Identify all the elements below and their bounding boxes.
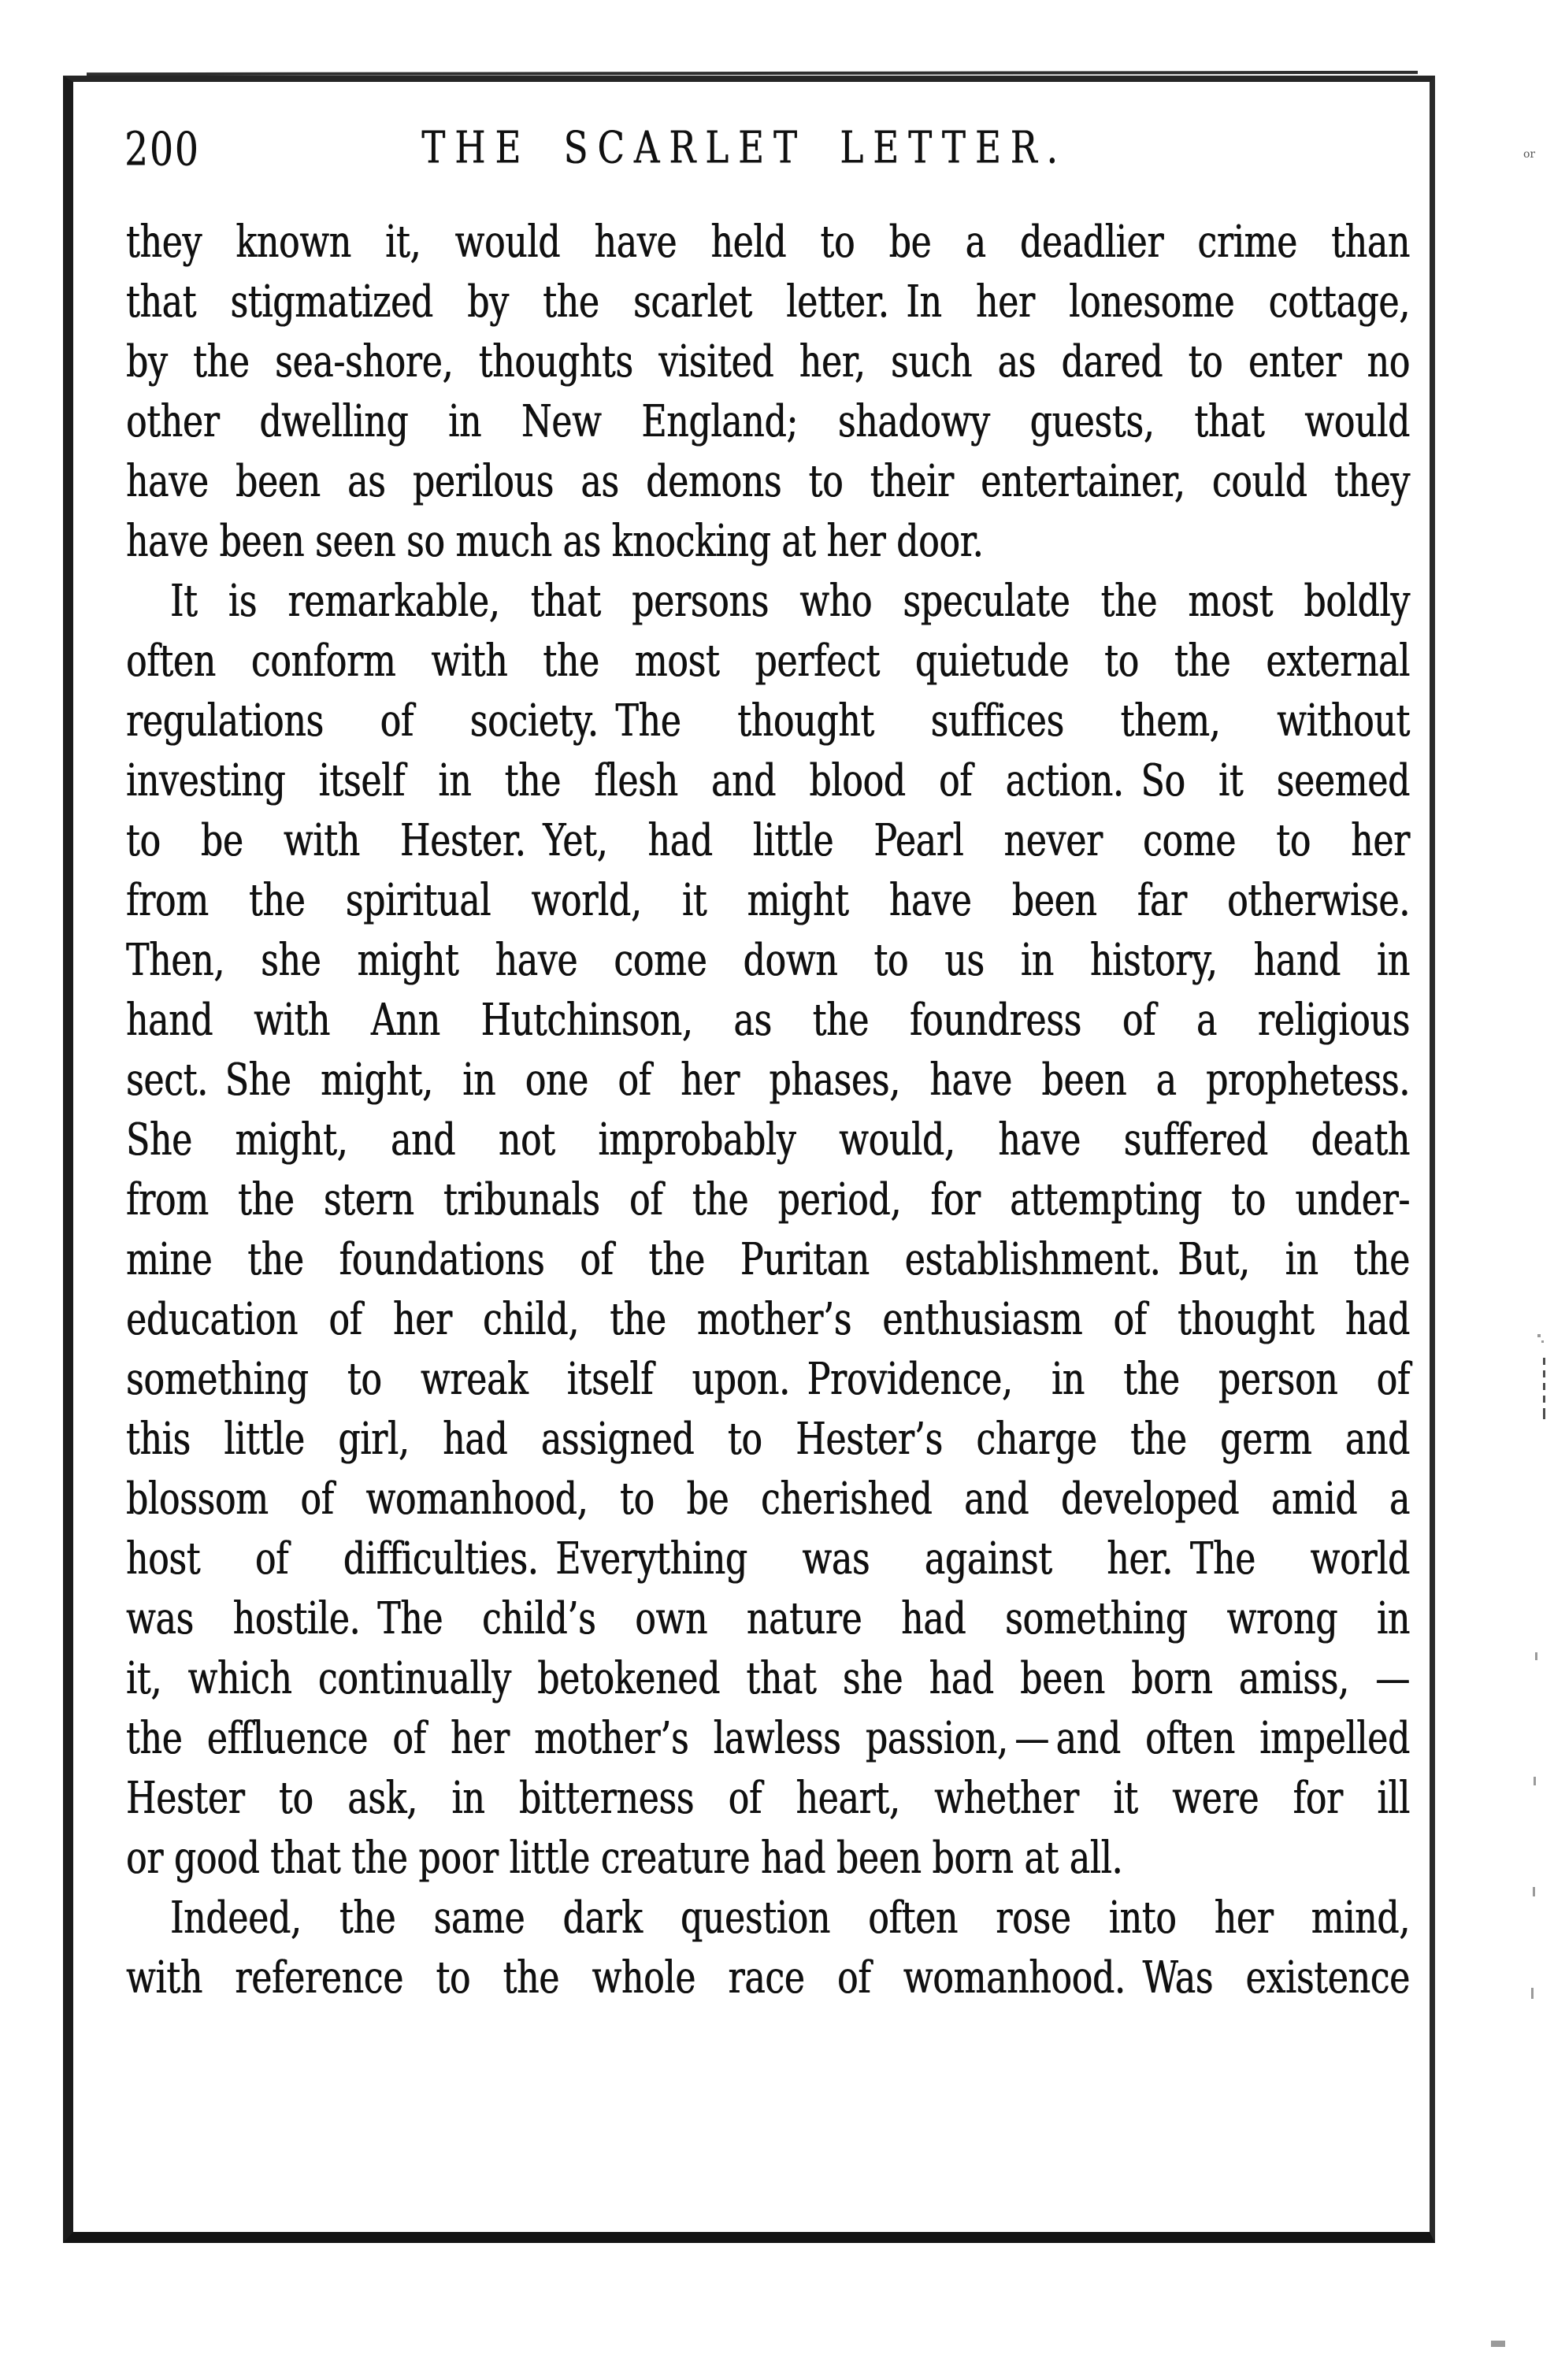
scan-speck — [1543, 1396, 1545, 1403]
text-line: something to wreak itself upon. Providence, in the person of — [126, 1353, 1410, 1405]
text-line: that stigmatized by the scarlet letter. In her lonesome cottage, — [126, 276, 1410, 328]
text-line: from the spiritual world, it might have been far otherwise. — [126, 874, 1410, 926]
text-line: to be with Hester. Yet, had little Pearl never come to her — [126, 814, 1410, 866]
text-line: they known it, would have held to be a deadlier crime than — [126, 216, 1410, 268]
text-line: It is remarkable, that persons who speculate the most boldly — [170, 575, 1410, 627]
running-head — [124, 121, 1410, 187]
scan-speck — [1531, 1988, 1534, 1999]
text-line: mine the foundations of the Puritan establishment. But, in the — [126, 1233, 1410, 1285]
text-line: by the sea-shore, thoughts visited her, such as dared to enter no — [126, 335, 1410, 387]
scan-speck — [1541, 1340, 1544, 1343]
text-line: from the stern tribunals of the period, for attempting to under- — [126, 1173, 1410, 1225]
text-line: or good that the poor little creature had been born at all. — [126, 1832, 1123, 1884]
scan-speck — [1535, 1652, 1537, 1660]
text-line: regulations of society. The thought suffices them, without — [126, 695, 1410, 747]
text-line: have been seen so much as knocking at her door. — [126, 515, 984, 567]
text-line: investing itself in the flesh and blood of action. So it seemed — [126, 754, 1410, 806]
text-line: was hostile. The child’s own nature had something wrong in — [126, 1592, 1410, 1644]
text-line: this little girl, had assigned to Hester’s charge the germ and — [126, 1413, 1410, 1465]
scan-speck — [1534, 1777, 1536, 1785]
text-line: sect. She might, in one of her phases, have been a prophetess. — [126, 1054, 1410, 1106]
text-line: blossom of womanhood, to be cherished and developed amid a — [126, 1473, 1410, 1525]
text-line: other dwelling in New England; shadowy guests, that would — [126, 395, 1410, 447]
scan-speck: or — [1523, 148, 1536, 161]
text-line: the effluence of her mother’s lawless passion, — and often impelled — [126, 1712, 1410, 1764]
text-line: She might, and not improbably would, have suffered death — [126, 1114, 1410, 1166]
scan-speck — [1543, 1408, 1545, 1419]
text-line: host of difficulties. Everything was against her. The world — [126, 1533, 1410, 1585]
text-line: often conform with the most perfect quietude to the external — [126, 635, 1410, 687]
text-line: with reference to the whole race of womanhood. Was existence — [126, 1952, 1410, 2004]
scan-speck — [1543, 1358, 1545, 1365]
text-line: hand with Ann Hutchinson, as the foundress of a religious — [126, 994, 1410, 1046]
text-block — [126, 214, 1410, 2010]
scan-speck — [1491, 2341, 1505, 2347]
running-title: THE SCARLET LETTER. — [421, 121, 1067, 174]
text-line: have been as perilous as demons to their entertainer, could they — [126, 455, 1410, 507]
text-line: Indeed, the same dark question often rose into her mind, — [170, 1892, 1410, 1944]
scan-speck — [1533, 1887, 1535, 1896]
text-line: education of her child, the mother’s enthusiasm of thought had — [126, 1293, 1410, 1345]
text-line: it, which continually betokened that she had been born amiss, — — [126, 1652, 1410, 1704]
scan-speck — [1543, 1370, 1545, 1377]
scan-speck — [1537, 1334, 1541, 1337]
page-number: 200 — [124, 122, 200, 177]
text-line: Hester to ask, in bitterness of heart, whether it were for ill — [126, 1772, 1410, 1824]
scan-speck — [1543, 1383, 1545, 1390]
text-line: Then, she might have come down to us in history, hand in — [126, 934, 1410, 986]
